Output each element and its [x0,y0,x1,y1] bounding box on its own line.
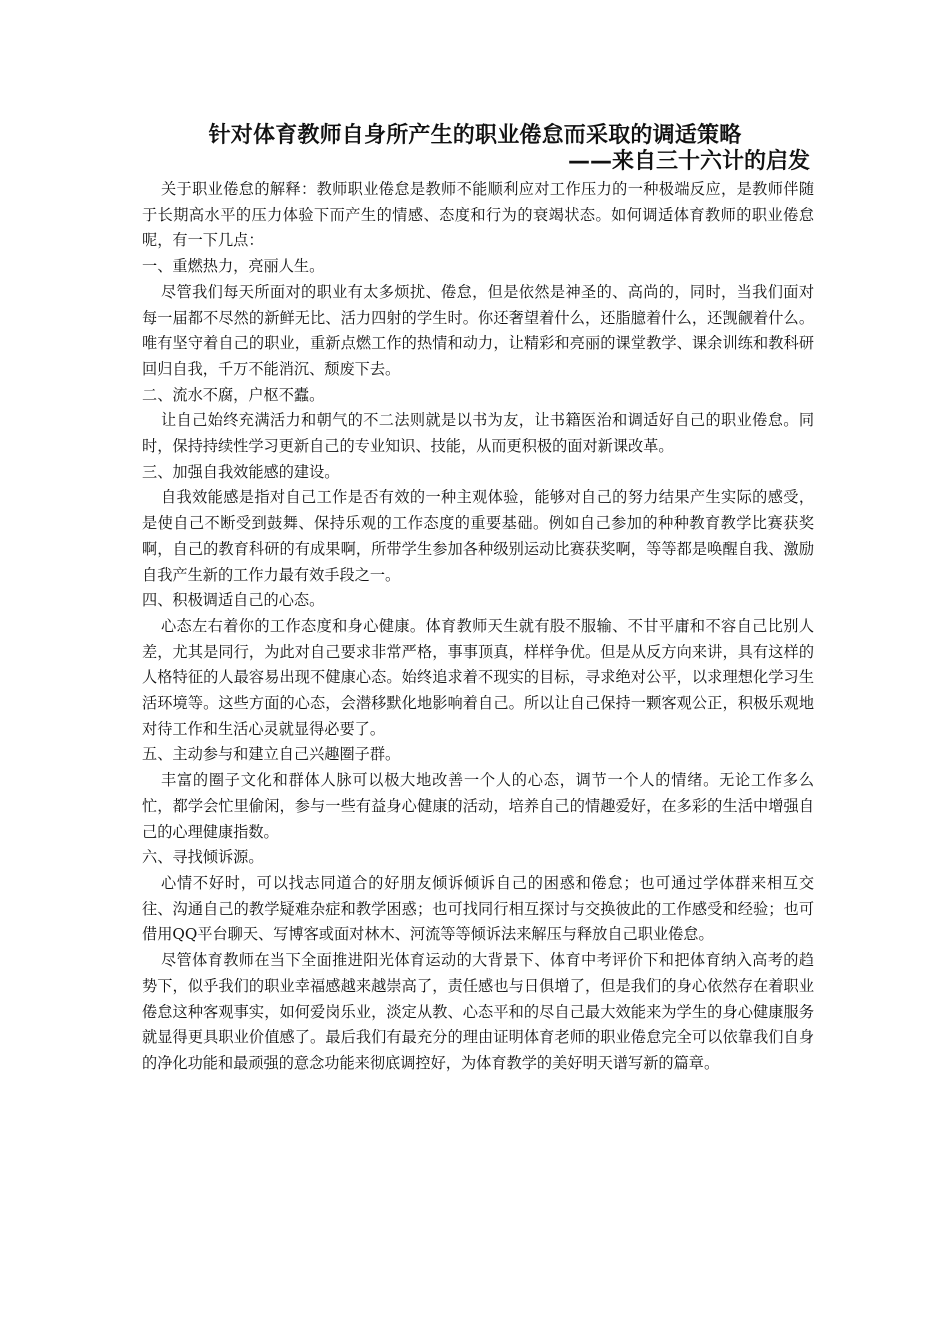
section-body-3: 自我效能感是指对自己工作是否有效的一种主观体验，能够对自己的努力结果产生实际的感受，是使自己不断受到鼓舞、保持乐观的工作态度的重要基础。例如自己参加的种种教育教学比赛获奖啊，自己的教育科研的有成果啊，所带学生参加各种级别运动比赛获奖啊，等等都是唤醒自我、激励自我产生新的工作力最有效手段之一。 [142,488,814,584]
section-heading-5: 五、主动参与和建立自己兴趣圈子群。 [142,745,401,764]
document-title: 针对体育教师自身所产生的职业倦怠而采取的调适策略 [208,123,742,148]
section-heading-6: 六、寻找倾诉源。 [142,848,264,867]
section-heading-2: 二、流水不腐，户枢不蠹。 [142,385,325,404]
conclusion-paragraph: 尽管体育教师在当下全面推进阳光体育运动的大背景下、体育中考评价下和把体育纳入高考的趋势下，似乎我们的职业幸福感越来越崇高了，责任感也与日俱增了，但是我们的身心依然存在着职业倦怠这种客观事实，如何爱岗乐业，淡定从教、心态平和的尽自己最大效能来为学生的身心健康服务就显得更具职业价值感了。最后我们有最充分的理由证明体育老师的职业倦怠完全可以依靠我们自身的净化功能和最顽强的意念功能来彻底调控好，为体育教学的美好明天谱写新的篇章。 [142,951,814,1072]
section-body-6: 心情不好时，可以找志同道合的好朋友倾诉倾诉自己的困惑和倦怠；也可通过学体群来相互交往、沟通自己的教学疑难杂症和教学困惑；也可找同行相互探讨与交换彼此的工作感受和经验；也可借用QQ平台聊天、写博客或面对林木、河流等等倾诉法来解压与释放自己职业倦怠。 [142,873,814,944]
section-heading-4: 四、积极调适自己的心态。 [142,591,325,610]
section-heading-1: 一、重燃热力，亮丽人生。 [142,257,325,276]
section-body-5: 丰富的圈子文化和群体人脉可以极大地改善一个人的心态，调节一个人的情绪。无论工作多么忙，都学会忙里偷闲，参与一些有益身心健康的活动，培养自己的情趣爱好，在多彩的生活中增强自己的心理健康指数。 [142,771,814,841]
section-body-4: 心态左右着你的工作态度和身心健康。体育教师天生就有股不服输、不甘平庸和不容自己比别人差，尤其是同行，为此对自己要求非常严格，事事顶真，样样争优。但是从反方向来讲，具有这样的人格特征的人最容易出现不健康心态。始终追求着不现实的目标，寻求绝对公平，以求理想化学习生活环境等。这些方面的心态，会潜移默化地影响着自己。所以让自己保持一颗客观公正，积极乐观地对待工作和生活心灵就显得必要了。 [142,616,814,738]
section-body-1: 尽管我们每天所面对的职业有太多烦扰、倦怠，但是依然是神圣的、高尚的，同时，当我们面对每一届都不尽然的新鲜无比、活力四射的学生时。你还奢望着什么，还脂臆着什么，还觊觎着什么。唯有坚守着自己的职业，重新点燃工作的热情和动力，让精彩和亮丽的课堂教学、课余训练和教科研回归自我，千万不能消沉、颓废下去。 [142,282,814,378]
document-body [142,177,814,1077]
section-heading-3: 三、加强自我效能感的建设。 [142,462,340,481]
document-subtitle: ——来自三十六计的启发 [567,149,810,174]
intro-paragraph: 关于职业倦怠的解释：教师职业倦怠是教师不能顺利应对工作压力的一种极端反应，是教师伴随于长期高水平的压力体验下而产生的情感、态度和行为的衰竭状态。如何调适体育教师的职业倦怠呢，有一下几点： [142,180,814,250]
section-body-2: 让自己始终充满活力和朝气的不二法则就是以书为友，让书籍医治和调适好自己的职业倦怠。同时，保持持续性学习更新自己的专业知识、技能，从而更积极的面对新课改革。 [142,411,814,456]
